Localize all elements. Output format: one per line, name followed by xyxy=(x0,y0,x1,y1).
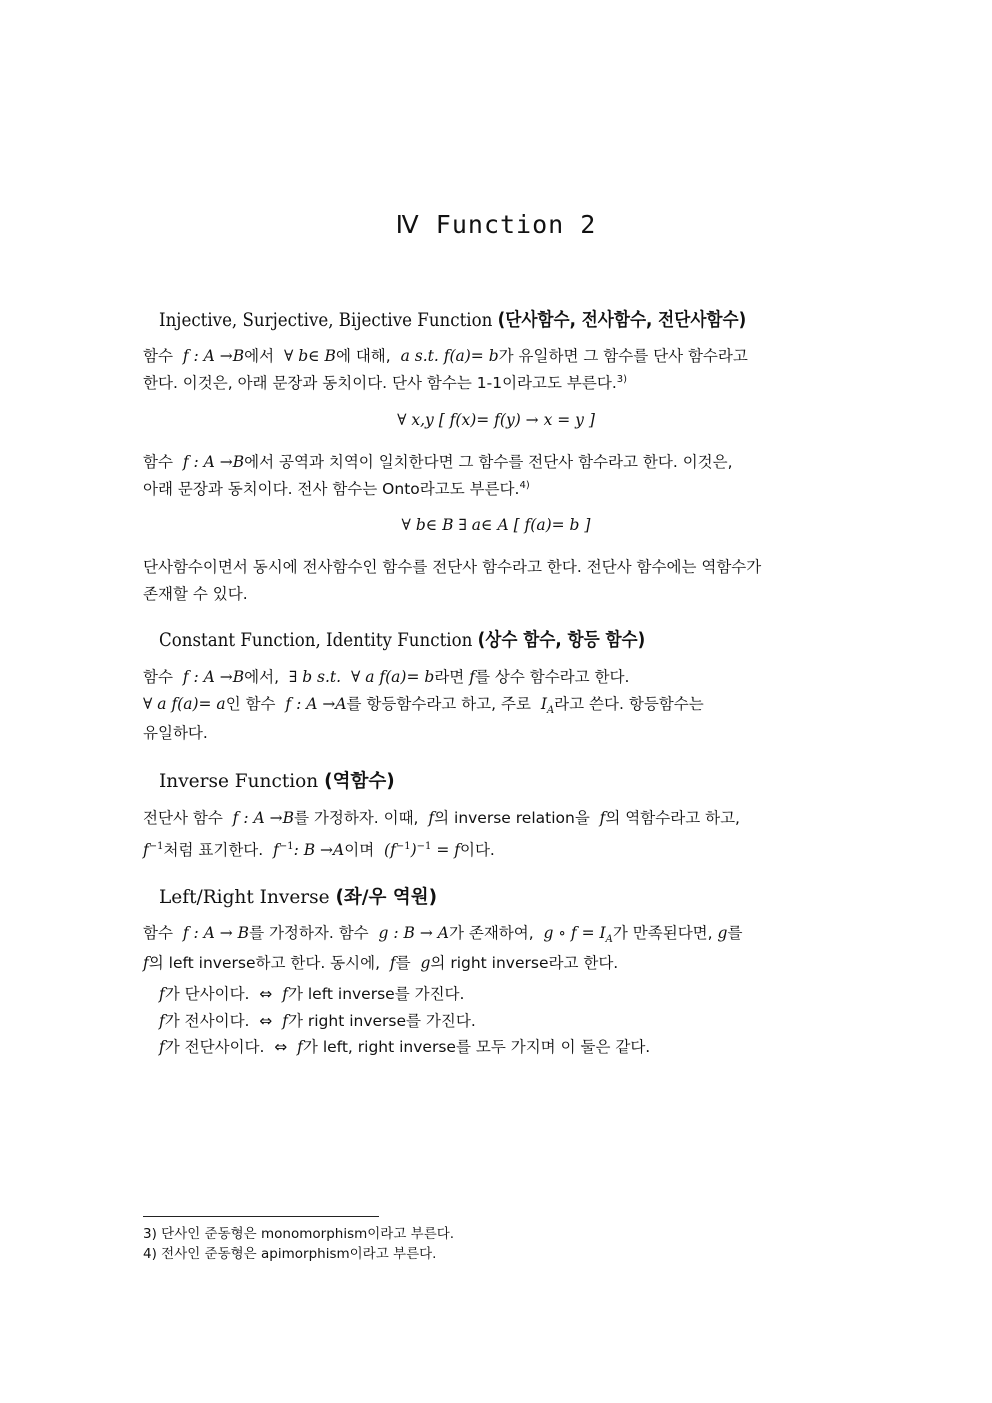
math-expr: a s.t. f(a)= b xyxy=(400,347,499,365)
page-title: Ⅳ Function 2 xyxy=(395,210,597,239)
footnote-ref[interactable]: 4) xyxy=(519,479,530,491)
paragraph-line: 한다. 이것은, 아래 문장과 동치이다. 단사 함수는 1-1이라고도 부른다.$^{3)}$ xyxy=(143,373,628,392)
footnote-ref[interactable]: 3) xyxy=(616,373,628,385)
heading-en: Left/Right Inverse xyxy=(159,887,330,908)
equivalence-line: f가 전단사이다. ⇔ f가 left, right inverse를 모두 가지며 이 둘은 같다. xyxy=(159,1038,651,1056)
section-heading-inverse xyxy=(159,767,395,793)
paragraph-line: 전단사 함수 f : A →B를 가정하자. 이때, f의 inverse relation을 f의 역함수라고 하고, xyxy=(143,809,740,827)
paragraph-line: 단사함수이면서 동시에 전사함수인 함수를 전단사 함수라고 한다. 전단사 함수에는 역함수가 xyxy=(143,558,762,576)
section-heading-left-right-inverse xyxy=(159,883,437,909)
paragraph-line: 함수 f : A →B에서 ∀ b∈ B에 대해, a s.t. f(a)= b가 유일하면 그 함수를 단사 함수라고 xyxy=(143,347,748,365)
heading-ko: (역함수) xyxy=(324,771,395,792)
paragraph-line: 함수 f : A →B에서 공역과 치역이 일치한다면 그 함수를 전단사 함수라고 한다. 이것은, xyxy=(143,453,733,471)
equivalence-line: f가 전사이다. ⇔ f가 right inverse를 가진다. xyxy=(159,1012,476,1030)
iff-symbol: ⇔ xyxy=(259,1012,273,1030)
paragraph-line: 유일하다. xyxy=(143,724,208,742)
heading-ko: (단사함수, 전사함수, 전단사함수) xyxy=(497,310,747,331)
heading-en: Injective, Surjective, Bijective Function xyxy=(159,310,493,331)
paragraph-line: 함수 f : A →B에서, ∃ b s.t. ∀ a f(a)= b라면 f를 상수 함수라고 한다. xyxy=(143,668,630,686)
heading-en: Inverse Function xyxy=(159,771,319,792)
heading-en: Constant Function, Identity Function xyxy=(159,630,473,651)
paragraph-line: ∀ a f(a)= a인 함수 f : A →A를 항등함수라고 하고, 주로 $I_A$라고 쓴다. 항등함수는 xyxy=(143,695,704,717)
math-expr: ∀ b∈ B xyxy=(283,347,336,365)
paragraph-line: f의 left inverse하고 한다. 동시에, f를 g의 right inverse라고 한다. xyxy=(143,954,619,972)
iff-symbol: ⇔ xyxy=(274,1038,288,1056)
formula-injective: ∀ x,y [ f(x)= f(y) → x = y ] xyxy=(397,411,595,429)
paragraph-line: $f^{-1}$처럼 표기한다. $f^{-1}$: B →A이며 $(f^{-1})^{-1} = f$이다. xyxy=(143,840,495,859)
math-expr: f : A →B xyxy=(182,347,245,365)
equivalence-line: f가 단사이다. ⇔ f가 left inverse를 가진다. xyxy=(159,985,465,1003)
section-heading-injective xyxy=(159,306,746,332)
paragraph-line: 함수 f : A → B를 가정하자. 함수 g : B → A가 존재하여, g ∘ $f = I_A$가 만족된다면, g를 xyxy=(143,924,743,946)
footnote-4: 4) 전사인 준동형은 apimorphism이라고 부른다. xyxy=(143,1246,437,1262)
paragraph-line: 아래 문장과 동치이다. 전사 함수는 Onto라고도 부른다.$^{4)}$ xyxy=(143,479,530,498)
heading-ko: (상수 함수, 항등 함수) xyxy=(477,630,646,651)
heading-ko: (좌/우 역원) xyxy=(335,887,438,908)
iff-symbol: ⇔ xyxy=(259,985,273,1003)
section-heading-constant xyxy=(159,626,645,652)
formula-surjective: ∀ b∈ B ∃ a∈ A [ f(a)= b ] xyxy=(401,516,591,534)
footnote-3: 3) 단사인 준동형은 monomorphism이라고 부른다. xyxy=(143,1226,455,1242)
paragraph-line: 존재할 수 있다. xyxy=(143,585,248,603)
footnote-divider xyxy=(143,1216,379,1217)
math-expr: f : A →B xyxy=(182,453,245,471)
